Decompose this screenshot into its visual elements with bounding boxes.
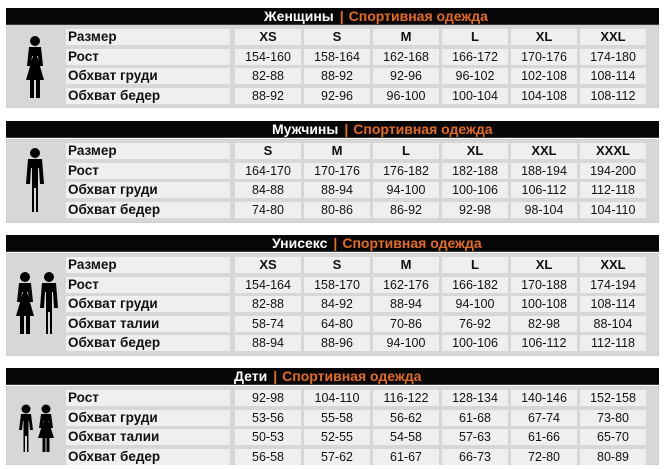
table-cell: 74-80	[235, 202, 301, 218]
table-cell: 162-176	[373, 277, 439, 293]
table-cell: 80-86	[304, 202, 370, 218]
table-cell: 84-88	[235, 182, 301, 198]
table-cell: 166-172	[442, 49, 508, 65]
table-cell: 92-96	[373, 68, 439, 84]
table-cell: 92-98	[442, 202, 508, 218]
table-cell: M	[373, 29, 439, 45]
unisex-title: Унисекс	[272, 235, 328, 251]
table-cell: 57-62	[304, 449, 370, 465]
two-children-figures-icon	[16, 404, 56, 452]
table-cell: 174-180	[580, 49, 646, 65]
row-label: Рост	[66, 163, 230, 179]
women-header-bar	[6, 8, 659, 25]
category-label: Спортивная одежда	[353, 121, 493, 137]
table-cell: 170-176	[304, 163, 370, 179]
kids-header-bar	[6, 368, 659, 385]
table-cell: 54-58	[373, 429, 439, 445]
women-title: Женщины	[264, 8, 334, 24]
men-header-bar	[6, 121, 659, 138]
men-title: Мужчины	[272, 121, 339, 137]
row-label: Обхват груди	[66, 410, 230, 426]
row-label: Обхват бедер	[66, 335, 230, 351]
unisex-header-title	[272, 235, 482, 251]
table-cell: XL	[442, 143, 508, 159]
table-cell: 100-106	[442, 182, 508, 198]
man-figure-icon	[20, 148, 50, 212]
row-label: Обхват груди	[66, 296, 230, 312]
row-label: Размер	[66, 143, 230, 159]
row-label: Обхват талии	[66, 429, 230, 445]
table-cell: S	[235, 143, 301, 159]
row-label: Обхват бедер	[66, 202, 230, 218]
table-cell: 182-188	[442, 163, 508, 179]
table-cell: 82-88	[235, 68, 301, 84]
table-cell: 98-104	[511, 202, 577, 218]
table-cell: 194-200	[580, 163, 646, 179]
table-cell: 52-55	[304, 429, 370, 445]
unisex-header-bar	[6, 235, 659, 252]
table-cell: 56-58	[235, 449, 301, 465]
header-separator: |	[333, 235, 338, 251]
table-cell: 61-68	[442, 410, 508, 426]
table-cell: 84-92	[304, 296, 370, 312]
table-cell: 61-66	[511, 429, 577, 445]
table-cell: 66-73	[442, 449, 508, 465]
table-cell: 154-164	[235, 277, 301, 293]
row-label: Рост	[66, 277, 230, 293]
table-cell: 61-67	[373, 449, 439, 465]
header-separator: |	[339, 8, 344, 24]
table-cell: 152-158	[580, 390, 646, 406]
table-cell: 100-108	[511, 296, 577, 312]
row-label: Обхват груди	[66, 182, 230, 198]
table-cell: 166-182	[442, 277, 508, 293]
table-cell: 116-122	[373, 390, 439, 406]
table-cell: 158-170	[304, 277, 370, 293]
man-and-woman-figures-icon	[12, 272, 62, 334]
table-cell: L	[373, 143, 439, 159]
table-cell: 174-194	[580, 277, 646, 293]
table-cell: 102-108	[511, 68, 577, 84]
row-label: Рост	[66, 49, 230, 65]
table-cell: 158-164	[304, 49, 370, 65]
table-cell: 73-80	[580, 410, 646, 426]
table-cell: 140-146	[511, 390, 577, 406]
table-cell: XXL	[511, 143, 577, 159]
table-cell: XS	[235, 257, 301, 273]
table-cell: 170-188	[511, 277, 577, 293]
table-cell: XXL	[580, 257, 646, 273]
table-cell: L	[442, 29, 508, 45]
table-cell: 76-92	[442, 316, 508, 332]
table-cell: 104-110	[580, 202, 646, 218]
table-cell: 56-62	[373, 410, 439, 426]
table-cell: 88-94	[235, 335, 301, 351]
table-cell: 88-94	[304, 182, 370, 198]
row-label: Обхват бедер	[66, 449, 230, 465]
woman-figure-icon	[20, 36, 50, 98]
women-header-title	[264, 8, 488, 24]
row-label: Обхват бедер	[66, 88, 230, 104]
table-cell: S	[304, 29, 370, 45]
table-cell: 92-98	[235, 390, 301, 406]
table-cell: 112-118	[580, 335, 646, 351]
table-cell: 58-74	[235, 316, 301, 332]
table-cell: XL	[511, 257, 577, 273]
kids-header-title	[234, 368, 421, 384]
table-cell: S	[304, 257, 370, 273]
table-cell: 57-63	[442, 429, 508, 445]
table-cell: 64-80	[304, 316, 370, 332]
table-cell: L	[442, 257, 508, 273]
category-label: Спортивная одежда	[282, 368, 422, 384]
table-cell: 88-104	[580, 316, 646, 332]
table-cell: 108-114	[580, 68, 646, 84]
table-cell: 82-88	[235, 296, 301, 312]
table-cell: XXXL	[580, 143, 646, 159]
table-cell: 50-53	[235, 429, 301, 445]
table-cell: 80-89	[580, 449, 646, 465]
table-cell: XXL	[580, 29, 646, 45]
table-cell: 88-96	[304, 335, 370, 351]
row-label: Размер	[66, 29, 230, 45]
table-cell: 100-106	[442, 335, 508, 351]
table-cell: M	[304, 143, 370, 159]
table-cell: 88-92	[304, 68, 370, 84]
table-cell: 170-176	[511, 49, 577, 65]
table-cell: 188-194	[511, 163, 577, 179]
table-cell: 94-100	[373, 182, 439, 198]
table-cell: 72-80	[511, 449, 577, 465]
row-label: Размер	[66, 257, 230, 273]
table-cell: 154-160	[235, 49, 301, 65]
table-cell: 112-118	[580, 182, 646, 198]
category-label: Спортивная одежда	[348, 8, 488, 24]
table-cell: 65-70	[580, 429, 646, 445]
table-cell: M	[373, 257, 439, 273]
table-cell: 108-112	[580, 88, 646, 104]
table-cell: 96-100	[373, 88, 439, 104]
table-cell: 94-100	[442, 296, 508, 312]
row-label: Рост	[66, 390, 230, 406]
men-header-title	[272, 121, 493, 137]
table-cell: 92-96	[304, 88, 370, 104]
table-cell: 128-134	[442, 390, 508, 406]
table-cell: 176-182	[373, 163, 439, 179]
row-label: Обхват груди	[66, 68, 230, 84]
table-cell: 100-104	[442, 88, 508, 104]
table-cell: 86-92	[373, 202, 439, 218]
table-cell: 106-112	[511, 182, 577, 198]
table-cell: XL	[511, 29, 577, 45]
table-cell: 70-86	[373, 316, 439, 332]
table-cell: 162-168	[373, 49, 439, 65]
table-cell: XS	[235, 29, 301, 45]
table-cell: 88-94	[373, 296, 439, 312]
kids-title: Дети	[234, 368, 268, 384]
table-cell: 88-92	[235, 88, 301, 104]
row-label: Обхват талии	[66, 316, 230, 332]
table-cell: 164-170	[235, 163, 301, 179]
header-separator: |	[344, 121, 349, 137]
table-cell: 96-102	[442, 68, 508, 84]
header-separator: |	[273, 368, 278, 384]
table-cell: 94-100	[373, 335, 439, 351]
table-cell: 108-114	[580, 296, 646, 312]
category-label: Спортивная одежда	[342, 235, 482, 251]
table-cell: 55-58	[304, 410, 370, 426]
table-cell: 67-74	[511, 410, 577, 426]
table-cell: 104-108	[511, 88, 577, 104]
table-cell: 104-110	[304, 390, 370, 406]
table-cell: 82-98	[511, 316, 577, 332]
table-cell: 53-56	[235, 410, 301, 426]
table-cell: 106-112	[511, 335, 577, 351]
